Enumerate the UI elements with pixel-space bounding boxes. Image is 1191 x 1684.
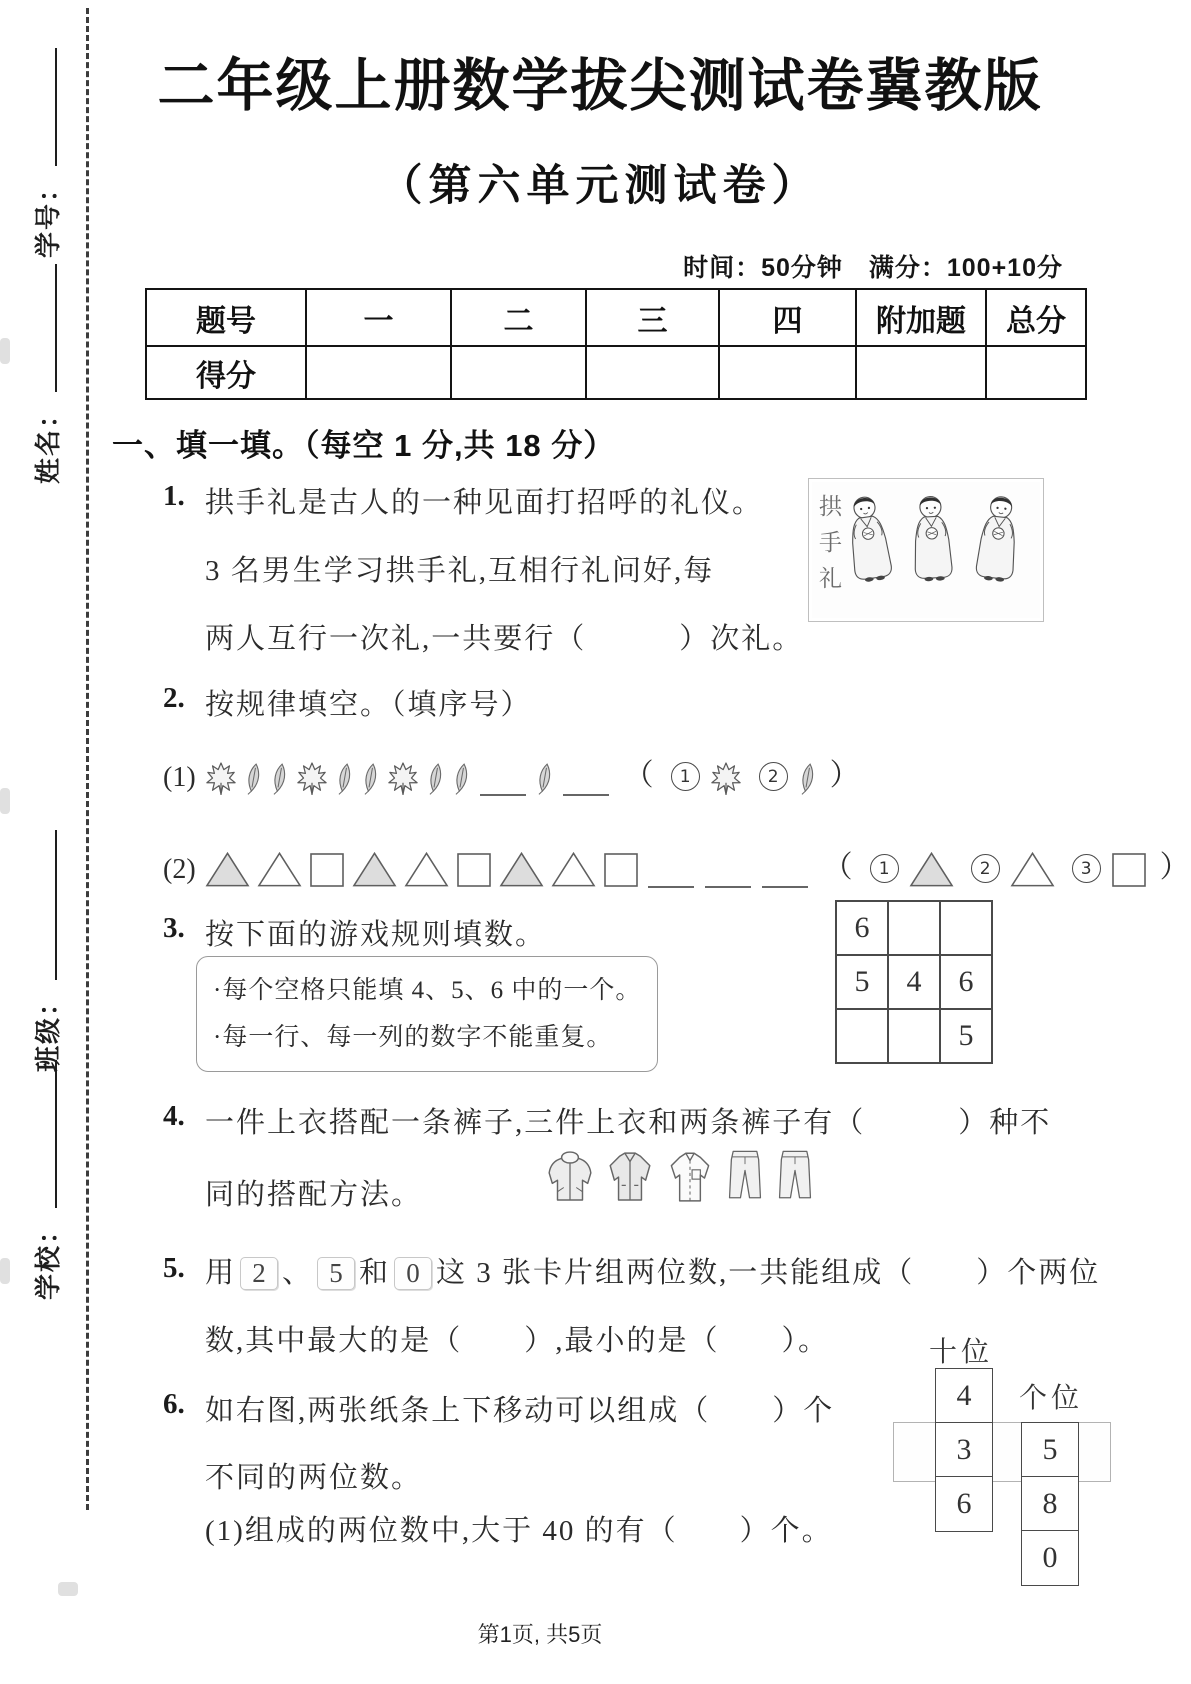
leaf-icon [452, 762, 471, 796]
q2-part2-sequence [163, 842, 1190, 888]
score-header-0: 题号 [146, 289, 306, 346]
score-header-1: 一 [306, 289, 451, 346]
q3-grid-cell-1-0: 5 [836, 955, 888, 1009]
triangle-icon [257, 850, 302, 888]
ones-place-label: 个位 [1018, 1383, 1083, 1414]
q1-illustration-figures [844, 479, 1024, 587]
leaf-icon [244, 762, 263, 796]
score-header-2: 二 [451, 289, 586, 346]
hoodie-jacket-icon [545, 1145, 595, 1205]
shaded-triangle-icon [909, 850, 954, 888]
score-table-header-row [146, 289, 1086, 346]
margin-field-label: 学号： [33, 173, 63, 258]
options-close-paren: ） [829, 759, 860, 792]
boy-bowing-icon [846, 485, 902, 585]
ones-strip-cell: 8 [1021, 1476, 1079, 1532]
options-open-paren: （ [822, 851, 853, 884]
q3-number: 3. [163, 912, 185, 944]
triangle-icon [404, 850, 449, 888]
shirt-icon [665, 1145, 715, 1205]
option-circled-number: 1 [671, 762, 700, 791]
section-heading: 一、填一填。（每空 1 分,共 18 分） [112, 428, 616, 463]
q3-grid-row [836, 1009, 992, 1063]
sequence-prefix: (1) [163, 762, 196, 793]
q5-line-1 [205, 1250, 1100, 1291]
q6-paper-strips-diagram [893, 1330, 1113, 1600]
q6-line-3: (1)组成的两位数中,大于 40 的有（ ）个。 [205, 1515, 833, 1547]
q3-rules-box [196, 956, 658, 1072]
q4-clothes-icons [545, 1145, 815, 1205]
score-row-label: 得分 [146, 346, 306, 399]
score-cell-empty-4 [856, 346, 986, 399]
score-table-grid [145, 288, 1087, 400]
blank-underline [563, 766, 609, 796]
q5-line-2: 数,其中最大的是（ ）,最小的是（ ）。 [205, 1325, 830, 1357]
q2-text: 按规律填空。（填序号） [205, 689, 532, 721]
leaf-icon [335, 762, 354, 796]
q1-illustration-box [808, 478, 1044, 622]
margin-dashed-divider [86, 8, 89, 1510]
q3-grid-table [835, 900, 993, 1064]
tens-strip-cell: 6 [935, 1476, 993, 1532]
q1-line-3: 两人互行一次礼,一共要行（ ）次礼。 [205, 623, 804, 655]
jacket-icon [605, 1145, 655, 1205]
score-table [145, 288, 1087, 400]
score-cell-empty-2 [586, 346, 719, 399]
q5-text-segment: 这 3 张卡片组两位数,一共能组成（ ）个两位 [436, 1257, 1101, 1289]
score-header-4: 四 [719, 289, 856, 346]
q5-text-segment: 用 [205, 1257, 237, 1289]
q6-line-1: 如右图,两张纸条上下移动可以组成（ ）个 [205, 1395, 835, 1427]
q5-text-segment: 和 [359, 1257, 391, 1289]
pants-icon [775, 1145, 815, 1205]
score-cell-empty-5 [986, 346, 1086, 399]
sequence-prefix: (2) [163, 854, 196, 885]
score-cell-empty-3 [719, 346, 856, 399]
margin-field-1 [28, 48, 65, 258]
q5-text-segment: 、 [282, 1257, 314, 1289]
maple-leaf-icon [710, 762, 742, 796]
shaded-triangle-icon [205, 850, 250, 888]
square-icon [603, 850, 639, 888]
leaf-icon [535, 762, 554, 796]
score-cell-empty-1 [451, 346, 586, 399]
caption-char: 拱 [819, 494, 842, 519]
tens-place-label: 十位 [928, 1337, 993, 1368]
digit-card: 0 [394, 1257, 432, 1290]
q3-grid-row [836, 901, 992, 955]
q1-illustration-caption [809, 479, 844, 597]
option-circled-number: 3 [1072, 854, 1101, 883]
leaf-icon [426, 762, 445, 796]
q3-grid-cell-2-1 [888, 1009, 940, 1063]
triangle-icon [1010, 850, 1055, 888]
caption-char: 礼 [819, 566, 842, 591]
tens-strip-cell: 4 [935, 1368, 993, 1424]
margin-field-blank-line [29, 830, 57, 980]
margin-field-label: 班级： [33, 987, 63, 1072]
score-header-5: 附加题 [856, 289, 986, 346]
q2-part1-sequence [163, 750, 860, 796]
blank-underline [480, 766, 526, 796]
q6-number: 6. [163, 1388, 185, 1420]
q1-line-1: 拱手礼是古人的一种见面打招呼的礼仪。 [205, 487, 764, 519]
q3-rule-2: ·每一行、每一列的数字不能重复。 [213, 1024, 613, 1051]
square-icon [456, 850, 492, 888]
q3-grid-cell-0-0: 6 [836, 901, 888, 955]
blank-underline [762, 858, 808, 888]
scan-smudge [0, 1258, 10, 1284]
q3-grid-cell-2-2: 5 [940, 1009, 992, 1063]
caption-char: 手 [819, 530, 842, 555]
page-title: 二年级上册数学拔尖测试卷冀教版 [157, 54, 1043, 118]
margin-field-blank-line [29, 48, 57, 166]
leaf-icon [798, 762, 817, 796]
q1-line-2: 3 名男生学习拱手礼,互相行礼问好,每 [205, 555, 715, 587]
square-icon [309, 850, 345, 888]
shaded-triangle-icon [352, 850, 397, 888]
score-cell-empty-0 [306, 346, 451, 399]
margin-field-4 [28, 1060, 65, 1300]
page-footer: 第1页, 共5页 [477, 1622, 603, 1647]
q4-line-1: 一件上衣搭配一条裤子,三件上衣和两条裤子有（ ）种不 [205, 1107, 1052, 1139]
ones-strip [1021, 1422, 1079, 1586]
score-header-3: 三 [586, 289, 719, 346]
square-icon [1111, 850, 1147, 888]
q3-grid-cell-1-2: 6 [940, 955, 992, 1009]
margin-field-label: 姓名： [33, 399, 63, 484]
q1-number: 1. [163, 480, 185, 512]
q3-grid-cell-2-0 [836, 1009, 888, 1063]
maple-leaf-icon [296, 762, 328, 796]
triangle-icon [551, 850, 596, 888]
option-circled-number: 2 [759, 762, 788, 791]
boy-standing-icon [966, 485, 1022, 585]
options-open-paren: （ [623, 759, 654, 792]
margin-field-blank-line [29, 1060, 57, 1208]
blank-underline [648, 858, 694, 888]
tens-strip [935, 1368, 993, 1532]
scan-smudge [0, 338, 10, 364]
q4-line-2: 同的搭配方法。 [205, 1179, 423, 1211]
q6-line-2: 不同的两位数。 [205, 1462, 423, 1494]
ones-strip-cell: 0 [1021, 1530, 1079, 1586]
tens-strip-cell: 3 [935, 1422, 993, 1478]
q3-grid-cell-0-1 [888, 901, 940, 955]
page-subtitle: （第六单元测试卷） [379, 162, 821, 210]
score-header-6: 总分 [986, 289, 1086, 346]
q3-grid-cell-1-1: 4 [888, 955, 940, 1009]
exam-info: 时间：50分钟 满分：100+10分 [683, 254, 1063, 282]
score-table-score-row [146, 346, 1086, 399]
options-close-paren: ） [1159, 851, 1190, 884]
digit-card: 2 [240, 1257, 278, 1290]
maple-leaf-icon [205, 762, 237, 796]
boy-bowing-icon [906, 485, 962, 585]
scan-smudge [58, 1582, 78, 1596]
scan-smudge [0, 788, 10, 814]
ones-strip-cell: 5 [1021, 1422, 1079, 1478]
margin-field-2 [28, 264, 65, 484]
q3-grid-row [836, 955, 992, 1009]
margin-field-blank-line [29, 264, 57, 392]
margin-field-3 [28, 830, 65, 1072]
leaf-icon [361, 762, 380, 796]
pants-icon [725, 1145, 765, 1205]
leaf-icon [270, 762, 289, 796]
margin-field-label: 学校： [33, 1215, 63, 1300]
q3-grid-cell-0-2 [940, 901, 992, 955]
maple-leaf-icon [387, 762, 419, 796]
q3-text: 按下面的游戏规则填数。 [205, 919, 547, 951]
q3-rule-1: ·每个空格只能填 4、5、6 中的一个。 [213, 977, 642, 1004]
option-circled-number: 1 [870, 854, 899, 883]
q3-number-grid [835, 900, 993, 1064]
digit-card: 5 [317, 1257, 355, 1290]
blank-underline [705, 858, 751, 888]
q4-number: 4. [163, 1100, 185, 1132]
option-circled-number: 2 [971, 854, 1000, 883]
q2-number: 2. [163, 682, 185, 714]
q5-number: 5. [163, 1252, 185, 1284]
shaded-triangle-icon [499, 850, 544, 888]
